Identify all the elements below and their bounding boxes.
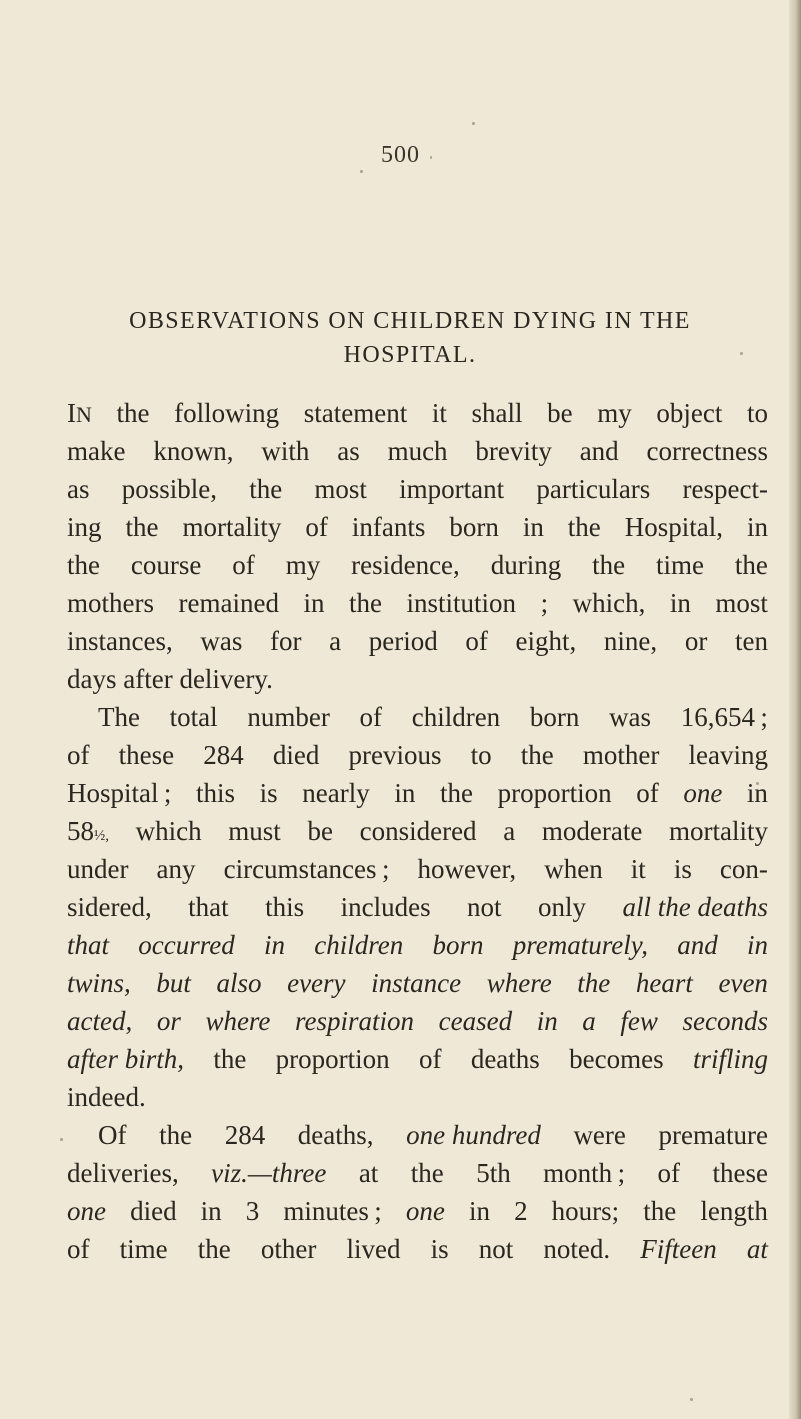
word: the [125,512,159,542]
word: mother [582,740,660,770]
word: residence, [351,550,460,580]
word: my [597,398,632,428]
word: proportion [497,778,612,808]
word: of [359,702,383,732]
word: only [538,892,587,922]
word: infants [351,512,426,542]
text-line-14 [67,892,768,923]
word: as [337,436,360,466]
word: which [135,816,202,846]
word: correctness [646,436,768,466]
word: with [261,436,310,466]
word: the [643,1196,677,1226]
word: the [734,550,768,580]
word-italic: in [263,930,285,960]
text-line-12 [67,816,768,847]
word-italic: twins, [67,968,131,998]
text-line-6 [67,588,768,619]
word: length [700,1196,768,1226]
word: that [188,892,229,922]
word: not [467,892,502,922]
word: nine, [603,626,658,656]
word-italic: a [582,1006,596,1036]
word-italic: one [683,778,723,808]
word: 5th [476,1158,511,1188]
word: ten [734,626,768,656]
word: minutes ; [283,1196,382,1226]
word: the [159,1120,193,1150]
word: nearly [302,778,370,808]
word-italic: one [405,1196,445,1226]
word-italic: occurred [138,930,235,960]
word: institution [406,588,517,618]
word-italic: the [577,968,611,998]
word: number [247,702,330,732]
word: important [399,474,505,504]
word: of [67,1234,90,1264]
word: must [228,816,281,846]
word: known, [153,436,234,466]
text-line-8: days after delivery. [67,664,273,694]
word: and [579,436,619,466]
word: The [98,702,140,732]
text-line-4 [67,512,768,543]
word-italic: even [718,968,768,998]
text-line-1 [67,398,768,429]
word: under [67,854,129,884]
word: in [522,512,544,542]
word: considered [359,816,477,846]
word: sidered, [67,892,152,922]
word-italic: respiration [295,1006,415,1036]
word-italic: few [620,1006,658,1036]
word: the [592,550,626,580]
word: this [196,778,236,808]
word: most [314,474,367,504]
word: possible, [121,474,217,504]
word-italic: one [67,1196,106,1226]
word: course [130,550,202,580]
word: 16,654 ; [680,702,768,732]
word: previous [348,740,442,770]
section-heading-line1: OBSERVATIONS ON CHILDREN DYING IN THE [129,308,691,334]
word-italic: that [67,930,110,960]
word: total [169,702,218,732]
word: in [394,778,416,808]
word: these [712,1158,768,1188]
text-line-2 [67,436,768,467]
word-italic: every [287,968,346,998]
word: be [547,398,573,428]
word: ; [540,588,549,618]
word-italic: instance [371,968,462,998]
word: hours; [551,1196,620,1226]
word: 3 [245,1196,260,1226]
word: mortality [182,512,282,542]
word: born [449,512,499,542]
word: during [490,550,562,580]
word: born [529,702,580,732]
word: in [669,588,691,618]
word: period [368,626,438,656]
word: leaving [688,740,768,770]
text-line-9 [98,702,768,733]
word: becomes [569,1044,664,1074]
scan-speck [360,170,363,173]
word-italic: seconds [682,1006,768,1036]
word-italic: acted, [67,1006,133,1036]
word: the [410,1158,444,1188]
word: 2 [514,1196,528,1226]
text-line-16 [67,968,768,999]
page-number: 500 [381,142,420,168]
word: this [265,892,305,922]
text-line-21 [67,1158,768,1189]
word: in [303,588,325,618]
word: it [630,854,646,884]
text-line-23 [67,1234,768,1265]
word: to [470,740,492,770]
fraction-value: 58½, [67,816,109,846]
word: was [200,626,243,656]
word: is [673,854,692,884]
word: a [503,816,516,846]
word: object [656,398,723,428]
word: deliveries, [67,1158,179,1188]
text-line-20 [98,1120,768,1151]
word-italic: and [677,930,718,960]
word: circumstances ; [223,854,390,884]
word: be [307,816,333,846]
word: the [567,512,601,542]
word-italic: where [486,968,552,998]
word: the [349,588,383,618]
word: in [746,512,768,542]
word-italic: ceased [438,1006,513,1036]
word: the [213,1044,247,1074]
word: deaths [470,1044,540,1074]
word-italic: trifling [692,1044,768,1074]
word: Hospital, [624,512,724,542]
word: not [478,1234,514,1264]
word: of [636,778,659,808]
word-italic: Fifteen [640,1234,717,1264]
word: mortality [668,816,768,846]
word: instances, [67,626,173,656]
scan-speck [690,1398,693,1401]
word: at [358,1158,379,1188]
word: 284 [224,1120,266,1150]
word: any [156,854,196,884]
word: particulars [536,474,651,504]
word: much [387,436,448,466]
word: time [656,550,705,580]
word-italic: at [746,1234,768,1264]
word-italic: or [156,1006,181,1036]
word: of [419,1044,442,1074]
word: these [118,740,175,770]
word: however, [417,854,517,884]
word: shall [471,398,523,428]
text-line-22 [67,1196,768,1227]
word: the [249,474,283,504]
word: deaths, [297,1120,374,1150]
page-edge [789,0,801,1419]
word: my [285,550,321,580]
word: were [573,1120,626,1150]
word-italic: in [746,930,768,960]
word-italic: prematurely, [512,930,648,960]
text-line-17 [67,1006,768,1037]
text-line-3 [67,474,768,505]
word: con- [719,854,768,884]
word: the [197,1234,231,1264]
word: premature [658,1120,768,1150]
text-line-19: indeed. [67,1082,146,1112]
scan-speck [60,1138,63,1141]
phrase-italic: one hundred [406,1120,541,1150]
word: in [468,1196,490,1226]
word: was [609,702,652,732]
word: the [520,740,554,770]
word: mothers [67,588,154,618]
text-line-15 [67,930,768,961]
word-italic: also [216,968,262,998]
word: time [119,1234,168,1264]
word: or [684,626,708,656]
phrase-italic: all the deaths [622,892,768,922]
word: includes [340,892,431,922]
word: is [430,1234,449,1264]
word: of [67,740,90,770]
word: ing [67,512,102,542]
word: other [260,1234,317,1264]
word: remained [178,588,279,618]
word-italic: children [314,930,404,960]
word: lived [346,1234,401,1264]
text-line-11 [67,778,768,809]
word: when [544,854,603,884]
text-line-13 [67,854,768,885]
text-line-5 [67,550,768,581]
word: statement [303,398,408,428]
word: a [329,626,342,656]
word: is [259,778,278,808]
word: the [439,778,473,808]
word: proportion [275,1044,390,1074]
word: most [715,588,768,618]
scan-speck [472,122,475,125]
word: of [232,550,255,580]
word-italic: but [156,968,191,998]
word: as [67,474,90,504]
word: children [411,702,501,732]
section-heading-line2: HOSPITAL. [343,342,477,368]
word: in [200,1196,222,1226]
word: for [270,626,302,656]
phrase-italic: after birth, [67,1044,185,1074]
word: the [67,550,100,580]
word-italic: in [536,1006,558,1036]
word: respect- [682,474,768,504]
dropcap-word: IN [67,398,92,428]
word: 284 [203,740,244,770]
word-italic: born [432,930,484,960]
word: it [431,398,447,428]
word: of [305,512,328,542]
word: in [746,778,768,808]
word: eight, [515,626,577,656]
text-line-10 [67,740,768,771]
word: of [465,626,488,656]
word: moderate [541,816,643,846]
word: died [272,740,320,770]
word: the [116,398,150,428]
text-line-18 [67,1044,768,1075]
word: of [657,1158,681,1188]
word: to [746,398,768,428]
word: following [174,398,280,428]
word-italic: heart [635,968,693,998]
phrase-italic: viz.—three [211,1158,327,1188]
word: which, [572,588,646,618]
word: Of [98,1120,127,1150]
word: noted. [543,1234,611,1264]
word: died [130,1196,177,1226]
text-line-7 [67,626,768,657]
word: Hospital ; [67,778,172,808]
word: month ; [543,1158,626,1188]
word-italic: where [205,1006,271,1036]
word: make [67,436,126,466]
word: brevity [475,436,552,466]
